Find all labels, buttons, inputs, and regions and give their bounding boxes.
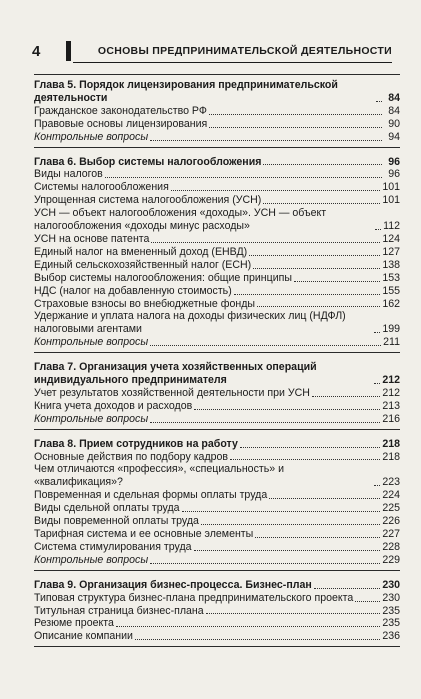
toc-entry-page: 84 [388, 91, 400, 104]
dot-leader [240, 447, 380, 448]
toc-entry[interactable] [34, 233, 400, 246]
dot-leader [355, 601, 380, 602]
dot-leader [312, 396, 380, 397]
table-of-contents [34, 74, 400, 647]
toc-entry-page: 124 [382, 232, 400, 245]
toc-entry[interactable] [34, 502, 400, 515]
toc-entry-page: 212 [382, 374, 400, 387]
toc-entry[interactable] [34, 463, 400, 489]
toc-entry-page: 138 [382, 258, 400, 271]
toc-entry-title: Виды налогов [34, 168, 103, 181]
toc-entry-title: Контрольные вопросы [34, 553, 149, 566]
toc-entry-page: 199 [382, 323, 400, 336]
toc-entry[interactable] [34, 131, 400, 144]
toc-entry-page: 162 [382, 297, 400, 310]
toc-entry-title: Страховые взносы во внебюджетные фонды [34, 297, 255, 310]
toc-entry-title: Глава 9. Организация бизнес-процесса. Бизнес-план [34, 578, 312, 591]
toc-entry-title: Контрольные вопросы [34, 336, 149, 349]
toc-entry-page: 228 [382, 540, 400, 553]
dot-leader [374, 485, 380, 486]
toc-entry[interactable] [34, 310, 400, 336]
dot-leader [314, 588, 381, 589]
toc-entry-page: 225 [382, 502, 400, 515]
chapter-block [34, 357, 400, 430]
toc-entry[interactable] [34, 298, 400, 311]
toc-entry-title: Система стимулирования труда [34, 540, 192, 553]
toc-entry-title: Гражданское законодательство РФ [34, 104, 207, 117]
running-title: ОСНОВЫ ПРЕДПРИНИМАТЕЛЬСКОЙ ДЕЯТЕЛЬНОСТИ [97, 45, 392, 57]
dot-leader [201, 524, 380, 525]
toc-entry[interactable] [34, 336, 400, 349]
toc-entry-page: 230 [382, 578, 400, 591]
chapter-block [34, 74, 400, 148]
dot-leader [230, 459, 380, 460]
toc-entry-title: УСН на основе патента [34, 232, 150, 245]
toc-entry[interactable] [34, 181, 400, 194]
toc-entry[interactable] [34, 541, 400, 554]
toc-entry-page: 230 [382, 591, 400, 604]
chapter-heading[interactable] [34, 579, 400, 592]
toc-entry-page: 213 [382, 399, 400, 412]
toc-entry-page: 216 [382, 412, 400, 425]
running-header [32, 40, 392, 62]
toc-entry-page: 218 [382, 437, 400, 450]
toc-entry[interactable] [34, 630, 400, 643]
dot-leader [249, 255, 380, 256]
toc-entry-page: 90 [388, 117, 400, 130]
toc-entry-title: Резюме проекта [34, 617, 114, 630]
dot-leader [151, 242, 380, 243]
toc-entry-title: Контрольные вопросы [34, 412, 149, 425]
dot-leader [269, 498, 380, 499]
dot-leader [263, 203, 380, 204]
toc-entry[interactable] [34, 246, 400, 259]
dot-leader [374, 332, 380, 333]
dot-leader [294, 281, 380, 282]
toc-entry[interactable] [34, 207, 400, 233]
toc-entry[interactable] [34, 194, 400, 207]
toc-entry-title: Правовые основы лицензирования [34, 117, 208, 130]
dot-leader [135, 639, 380, 640]
toc-entry[interactable] [34, 617, 400, 630]
toc-entry[interactable] [34, 400, 400, 413]
toc-entry-page: 224 [382, 489, 400, 502]
dot-leader [376, 101, 382, 102]
dot-leader [253, 268, 380, 269]
toc-entry[interactable] [34, 105, 400, 118]
toc-entry-page: 112 [383, 220, 400, 233]
toc-entry-page: 96 [388, 168, 400, 181]
toc-entry-page: 226 [382, 515, 400, 528]
toc-entry[interactable] [34, 387, 400, 400]
toc-entry-title: Глава 6. Выбор системы налогообложения [34, 155, 262, 168]
toc-entry[interactable] [34, 413, 400, 426]
toc-entry-page: 84 [388, 104, 400, 117]
toc-entry[interactable] [34, 592, 400, 605]
chapter-heading[interactable] [34, 156, 400, 169]
dot-leader [206, 613, 381, 614]
toc-entry-title: Книга учета доходов и расходов [34, 399, 193, 412]
toc-entry-page: 101 [382, 194, 400, 207]
toc-entry-title: Основные действия по подбору кадров [34, 450, 229, 463]
toc-entry-title: Контрольные вопросы [34, 130, 149, 143]
toc-entry[interactable] [34, 554, 400, 567]
toc-entry[interactable] [34, 272, 400, 285]
toc-entry-title: Системы налогообложения [34, 181, 169, 194]
toc-entry[interactable] [34, 168, 400, 181]
toc-entry-title: Типовая структура бизнес-плана предпринимательского проекта [34, 591, 354, 604]
toc-entry-page: 211 [383, 336, 400, 349]
dot-leader [194, 409, 380, 410]
dot-leader [255, 537, 380, 538]
toc-entry-title: Выбор системы налогообложения: общие принципы [34, 271, 292, 284]
header-bar-mark [66, 41, 71, 61]
toc-entry-title: Глава 8. Прием сотрудников на работу [34, 437, 238, 450]
dot-leader [194, 550, 381, 551]
toc-entry-title: Глава 7. Организация учета хозяйственных операций индивидуального предпринимателя [34, 361, 317, 387]
dot-leader [150, 140, 382, 141]
chapter-block [34, 434, 400, 571]
toc-entry-page: 153 [382, 271, 400, 284]
toc-entry-title: Тарифная система и ее основные элементы [34, 528, 254, 540]
toc-entry-page: 218 [382, 450, 400, 463]
toc-entry[interactable] [34, 451, 400, 464]
dot-leader [234, 294, 381, 295]
chapter-heading[interactable] [34, 438, 400, 451]
dot-leader [105, 177, 382, 178]
dot-leader [150, 563, 380, 564]
dot-leader [150, 345, 381, 346]
dot-leader [116, 626, 380, 627]
toc-entry-title: УСН — объект налогообложения «доходы». УСН — объект налогообложения «доходы минус расходы» [34, 207, 327, 233]
toc-entry-page: 94 [388, 130, 400, 143]
toc-entry-page: 227 [382, 528, 400, 540]
toc-entry[interactable] [34, 285, 400, 298]
chapter-heading[interactable] [34, 361, 400, 387]
toc-entry[interactable] [34, 259, 400, 272]
toc-entry-title: Титульная страница бизнес-плана [34, 604, 204, 617]
dot-leader [374, 383, 380, 384]
chapter-block [34, 152, 400, 354]
toc-entry-page: 223 [382, 476, 400, 489]
toc-entry-title: Упрощенная система налогообложения (УСН) [34, 194, 262, 207]
page-number: 4 [32, 42, 41, 60]
dot-leader [182, 511, 381, 512]
toc-entry-title: Чем отличаются «профессия», «специальность» и «квалификация»? [34, 463, 284, 489]
toc-entry-page: 101 [382, 181, 400, 194]
dot-leader [171, 190, 380, 191]
toc-entry-title: Описание компании [34, 630, 133, 643]
header-rule [73, 62, 392, 63]
toc-entry-page: 235 [382, 617, 400, 630]
toc-entry-title: Учет результатов хозяйственной деятельности при УСН [34, 386, 310, 399]
chapter-block [34, 575, 400, 648]
toc-entry[interactable] [34, 515, 400, 528]
toc-entry-page: 212 [382, 386, 400, 399]
toc-entry-page: 236 [382, 630, 400, 643]
toc-entry-page: 229 [382, 553, 400, 566]
dot-leader [209, 114, 382, 115]
dot-leader [263, 164, 382, 165]
dot-leader [257, 306, 380, 307]
toc-entry-title: НДС (налог на добавленную стоимость) [34, 284, 232, 297]
toc-entry[interactable] [34, 528, 400, 541]
dot-leader [209, 127, 382, 128]
toc-entry[interactable] [34, 489, 400, 502]
toc-entry[interactable] [34, 118, 400, 131]
toc-entry-title: Повременная и сдельная формы оплаты труда [34, 489, 268, 502]
toc-entry-title: Единый налог на вмененный доход (ЕНВД) [34, 245, 248, 258]
toc-entry-page: 96 [388, 155, 400, 168]
toc-entry-page: 155 [382, 284, 400, 297]
toc-entry-title: Глава 5. Порядок лицензирования предпринимательской деятельности [34, 79, 338, 104]
toc-entry[interactable] [34, 605, 400, 618]
dot-leader [150, 422, 380, 423]
toc-entry-title: Виды сдельной оплаты труда [34, 502, 180, 515]
toc-entry-title: Удержание и уплата налога на доходы физических лиц (НДФЛ) налоговыми агентами [34, 310, 346, 336]
toc-entry-title: Виды повременной оплаты труда [34, 515, 199, 528]
toc-entry-title: Единый сельскохозяйственный налог (ЕСН) [34, 258, 252, 271]
toc-entry-page: 127 [382, 245, 400, 258]
chapter-heading[interactable] [34, 79, 400, 105]
dot-leader [375, 229, 381, 230]
toc-entry-page: 235 [382, 604, 400, 617]
